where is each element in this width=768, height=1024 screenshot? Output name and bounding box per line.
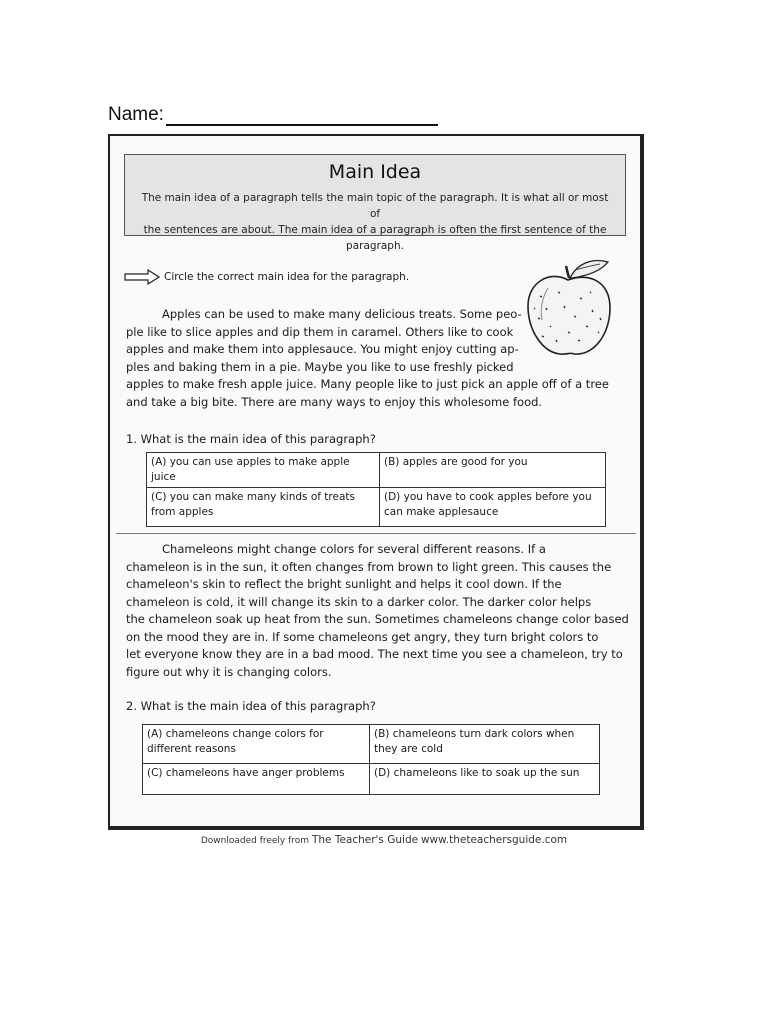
question-1: 1. What is the main idea of this paragraph?	[126, 432, 376, 446]
passage-line: let everyone know they are in a bad mood. The next time you see a chameleon, try to	[126, 647, 623, 661]
title-description-line: paragraph.	[346, 240, 404, 252]
page-title: Main Idea	[328, 161, 422, 183]
passage-apples	[126, 306, 609, 411]
name-label: Name:	[108, 104, 164, 125]
title-description-line: the sentences are about. The main idea of a paragraph is often the first sentence of the	[143, 224, 607, 236]
answer-table-2	[142, 724, 600, 795]
passage-line: figure out why it is changing colors.	[126, 664, 332, 679]
question-2: 2. What is the main idea of this paragraph?	[126, 699, 376, 713]
instruction-text: Circle the correct main idea for the paragraph.	[164, 271, 410, 283]
passage-line: ples and baking them in a pie. Maybe you like to use freshly picked	[126, 359, 514, 374]
title-description	[135, 190, 615, 254]
worksheet	[108, 134, 644, 830]
passage-line: apples to make fresh apple juice. Many people like to just pick an apple off of a tree	[126, 377, 609, 391]
answer-table-1	[146, 452, 606, 527]
name-blank-line[interactable]	[166, 106, 438, 126]
passage-line: Apples can be used to make many delicious treats. Some peo-	[162, 307, 522, 321]
section-divider	[116, 533, 636, 534]
answer-choice-c[interactable]: (C) you can make many kinds of treats from apples	[147, 488, 380, 527]
footer-url[interactable]: www.theteachersguide.com	[420, 834, 568, 846]
passage-line: ple like to slice apples and dip them in caramel. Others like to cook	[126, 324, 514, 339]
passage-line: Chameleons might change colors for several different reasons. If a	[162, 542, 546, 556]
passage-chameleons	[126, 541, 629, 681]
passage-line: on the mood they are in. If some chameleons get angry, they turn bright colors to	[126, 629, 599, 644]
answer-choice-b[interactable]: (B) apples are good for you	[380, 453, 606, 488]
answer-choice-c[interactable]: (C) chameleons have anger problems	[143, 764, 370, 795]
passage-line: the chameleon soak up heat from the sun. Sometimes chameleons change color based	[126, 612, 629, 626]
footer-brand: The Teacher's Guide	[311, 834, 419, 846]
passage-line: apples and make them into applesauce. You might enjoy cutting ap-	[126, 342, 519, 356]
passage-line: and take a big bite. There are many ways to enjoy this wholesome food.	[126, 394, 543, 409]
answer-choice-d[interactable]: (D) chameleons like to soak up the sun	[370, 764, 600, 795]
passage-line: chameleon is cold, it will change its skin to a darker color. The darker color helps	[126, 594, 592, 609]
answer-choice-d[interactable]: (D) you have to cook apples before you can make applesauce	[380, 488, 606, 527]
answer-choice-a[interactable]: (A) chameleons change colors for different reasons	[143, 725, 370, 764]
answer-choice-b[interactable]: (B) chameleons turn dark colors when they are cold	[370, 725, 600, 764]
footer-prefix: Downloaded freely from	[200, 836, 310, 846]
footer	[0, 834, 768, 846]
answer-choice-a[interactable]: (A) you can use apples to make apple juice	[147, 453, 380, 488]
passage-line: chameleon is in the sun, it often changes from brown to light green. This causes the	[126, 559, 612, 574]
arrow-right-icon	[124, 269, 160, 285]
title-description-line: The main idea of a paragraph tells the main topic of the paragraph. It is what all or most of	[141, 192, 609, 220]
instruction-row	[124, 268, 409, 286]
title-box	[124, 154, 626, 252]
passage-line: chameleon's skin to reflect the bright sunlight and helps it cool down. If the	[126, 577, 562, 591]
name-field[interactable]	[108, 104, 438, 126]
